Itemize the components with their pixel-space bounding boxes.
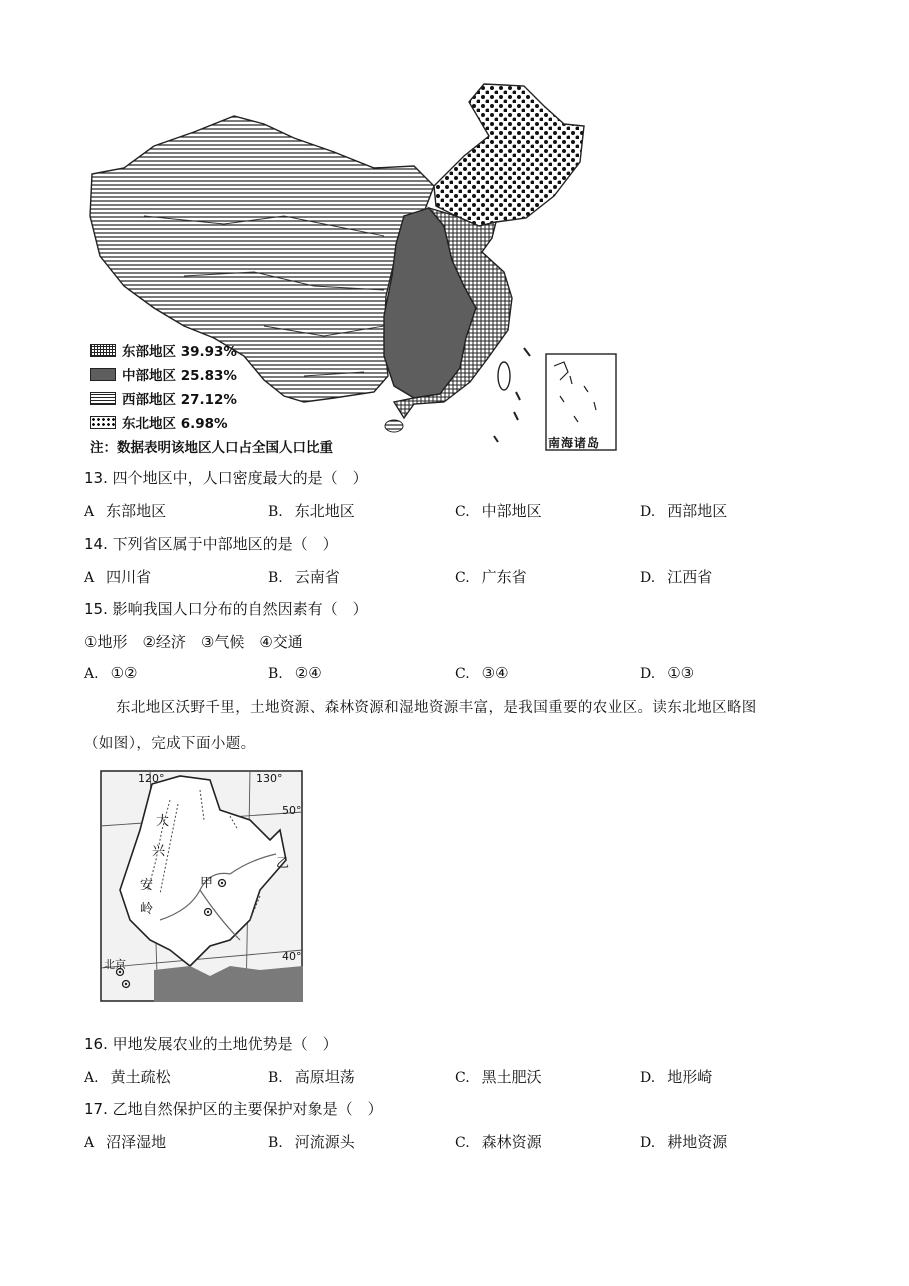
option-key: B. [268, 1070, 283, 1086]
passage-line-1: 东北地区沃野千里，土地资源、森林资源和湿地资源丰富，是我国重要的农业区。读东北地区略图 [116, 700, 757, 716]
option-text: 西部地区 [667, 502, 728, 520]
legend-east-label: 东部地区 39.93% [122, 344, 237, 360]
option-key: A. [84, 666, 99, 682]
inset-label: 南海诸岛 [548, 436, 601, 450]
option-text: 黑土肥沃 [481, 1068, 542, 1086]
legend-west [90, 386, 333, 410]
q13-option-b[interactable] [268, 500, 355, 521]
legend-east [90, 338, 333, 362]
option-text: 云南省 [294, 568, 340, 586]
option-key: C. [455, 1070, 470, 1086]
option-text: 广东省 [481, 568, 527, 586]
option-key: C. [455, 570, 470, 586]
q16-option-b[interactable] [268, 1066, 355, 1087]
label-da: 大 [156, 814, 170, 829]
label-beijing: 北京 [104, 958, 126, 971]
central-swatch [90, 368, 116, 381]
q13-option-d[interactable] [640, 500, 727, 521]
northeast-swatch [90, 416, 116, 429]
question-14-stem: 14. 下列省区属于中部地区的是（ ） [84, 535, 338, 553]
q13-option-c[interactable] [455, 500, 542, 521]
q17-option-b[interactable] [268, 1131, 355, 1152]
option-key: D. [640, 1070, 656, 1086]
option-key: A [84, 504, 95, 520]
option-text: ②④ [294, 664, 322, 682]
option-text: 四川省 [106, 568, 152, 586]
option-text: 江西省 [667, 568, 713, 586]
legend-west-label: 西部地区 27.12% [122, 392, 237, 408]
legend-central [90, 362, 333, 386]
legend-northeast [90, 410, 333, 434]
label-an: 安 [140, 878, 154, 893]
q14-option-d[interactable] [640, 566, 712, 587]
option-key: D. [640, 570, 656, 586]
west-swatch [90, 392, 116, 405]
q15-option-d[interactable] [640, 664, 694, 682]
legend-central-label: 中部地区 25.83% [122, 368, 237, 384]
q17-option-a[interactable] [84, 1131, 166, 1152]
label-yi: 乙 [276, 856, 290, 871]
question-17-stem: 17. 乙地自然保护区的主要保护对象是（ ） [84, 1100, 383, 1118]
option-key: A [84, 570, 95, 586]
q16-option-a[interactable] [84, 1066, 171, 1087]
option-key: D. [640, 1135, 656, 1151]
option-text: ①③ [667, 664, 695, 682]
lon-label-130: 130° [256, 772, 283, 785]
option-key: B. [268, 1135, 283, 1151]
lat-label-50: 50° [282, 804, 302, 817]
option-text: 高原坦荡 [294, 1068, 355, 1086]
q17-option-d[interactable] [640, 1131, 727, 1152]
option-key: C. [455, 504, 470, 520]
option-key: D. [640, 504, 656, 520]
option-text: 河流源头 [294, 1133, 355, 1151]
q15-option-b[interactable] [268, 664, 322, 682]
option-text: 东部地区 [106, 502, 167, 520]
option-text: 沼泽湿地 [106, 1133, 167, 1151]
northeast-region [434, 84, 584, 226]
option-text: 中部地区 [481, 502, 542, 520]
option-key: C. [455, 666, 470, 682]
option-key: B. [268, 666, 283, 682]
q15-option-c[interactable] [455, 664, 509, 682]
lat-label-40: 40° [282, 950, 302, 963]
option-text: ③④ [481, 664, 509, 682]
legend-note: 注：数据表明该地区人口占全国人口比重 [90, 440, 333, 456]
q15-option-a[interactable] [84, 664, 137, 682]
east-swatch [90, 344, 116, 357]
option-text: ①② [110, 664, 138, 682]
lon-label-120: 120° [138, 772, 165, 785]
passage-line-2: （如图），完成下面小题。 [84, 736, 256, 752]
map-legend [90, 338, 333, 458]
option-text: 东北地区 [294, 502, 355, 520]
legend-northeast-label: 东北地区 6.98% [122, 416, 228, 432]
q14-option-a[interactable] [84, 566, 151, 587]
label-xing: 兴 [152, 844, 166, 859]
q14-option-b[interactable] [268, 566, 340, 587]
label-ling: 岭 [140, 902, 154, 917]
option-key: A. [84, 1070, 99, 1086]
option-text: 地形崎 [667, 1068, 713, 1086]
option-key: C. [455, 1135, 470, 1151]
option-text: 森林资源 [481, 1133, 542, 1151]
question-15-choices: ①地形 ②经济 ③气候 ④交通 [84, 633, 303, 651]
q14-option-c[interactable] [455, 566, 527, 587]
q17-option-c[interactable] [455, 1131, 542, 1152]
q16-option-d[interactable] [640, 1066, 712, 1087]
option-key: A [84, 1135, 95, 1151]
option-key: D. [640, 666, 656, 682]
question-13-stem: 13. 四个地区中，人口密度最大的是（ ） [84, 469, 368, 487]
option-text: 黄土疏松 [110, 1068, 171, 1086]
question-16-stem: 16. 甲地发展农业的土地优势是（ ） [84, 1035, 338, 1053]
option-key: B. [268, 570, 283, 586]
option-key: B. [268, 504, 283, 520]
q16-option-c[interactable] [455, 1066, 542, 1087]
q13-option-a[interactable] [84, 500, 166, 521]
northeast-map [100, 770, 303, 1002]
label-jia: 甲 [200, 876, 214, 891]
question-15-stem: 15. 影响我国人口分布的自然因素有（ ） [84, 600, 368, 618]
china-population-map [84, 76, 624, 456]
option-text: 耕地资源 [667, 1133, 728, 1151]
